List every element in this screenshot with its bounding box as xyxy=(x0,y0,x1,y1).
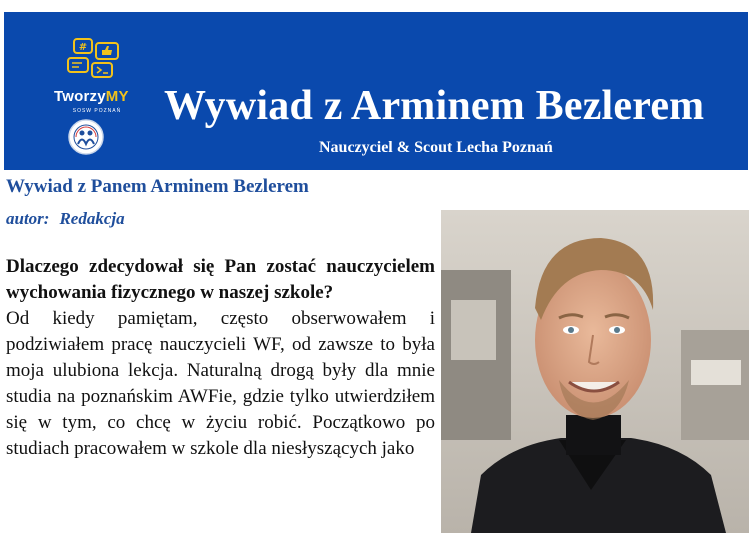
page-subtitle: Nauczyciel & Scout Lecha Poznań xyxy=(319,139,553,156)
article-body xyxy=(6,254,435,462)
author-label: autor: xyxy=(6,209,50,228)
tworzymy-logo xyxy=(54,38,144,158)
interview-answer: Od kiedy pamiętam, często obserwowałem i podziwiałem pracę nauczycieli WF, od zawsze to była moja ulubiona lekcja. Naturalną drogą były dla mnie studia na poznańskim AWFie, gdzie tylko utwierdziłem się w tym, co chcę w życiu robić. Początkowo po studiach pracowałem w szkole dla niesłyszących jako xyxy=(6,308,435,459)
interviewee-photo xyxy=(441,210,749,533)
interview-question: Dlaczego zdecydował się Pan zostać nauczycielem wychowania fizycznego w naszej szkole? xyxy=(6,256,435,303)
portrait-image xyxy=(441,210,749,533)
school-seal-icon xyxy=(67,118,105,156)
page-title: Wywiad z Arminem Bezlerem xyxy=(164,83,705,129)
author-name: Redakcja xyxy=(59,209,125,228)
speech-bubbles-logo-icon xyxy=(64,38,124,84)
header-banner xyxy=(4,12,748,170)
article-title: Wywiad z Panem Arminem Bezlerem xyxy=(6,176,309,197)
article-author xyxy=(6,209,125,229)
svg-text:#: # xyxy=(78,42,88,53)
logo-subtext: SOSW POZNAŃ xyxy=(72,108,122,114)
logo-wordmark: TworzyMY xyxy=(54,88,129,105)
